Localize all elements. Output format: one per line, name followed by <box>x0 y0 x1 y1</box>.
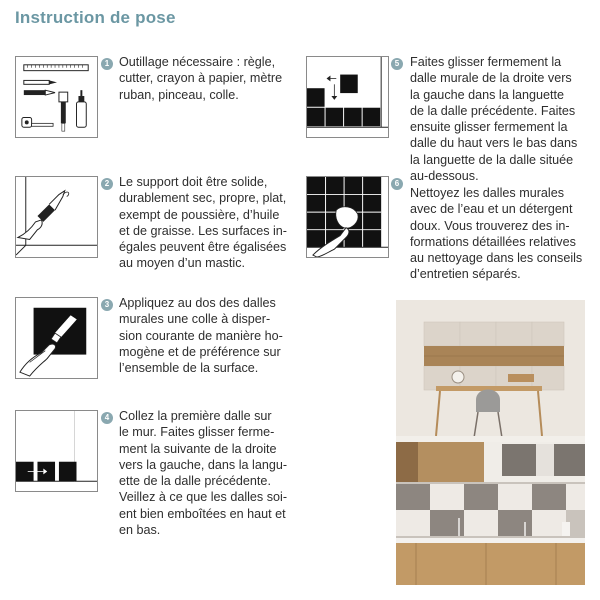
text-line: dalle du haut vers le bas dans <box>410 136 578 151</box>
text-line: Appliquez au dos des dalles <box>119 296 276 310</box>
text-line: Faites glisser fermement la <box>410 55 562 69</box>
text-line: Le support doit être solide, <box>119 175 268 189</box>
text-line: d’entretien séparés. <box>410 267 521 282</box>
step-4-badge: 4 <box>101 412 113 424</box>
text-line: ensuite glisser fermement la <box>410 120 568 135</box>
glue-application-illustration <box>15 297 98 379</box>
text-line: l’ensemble de la surface. <box>119 361 259 376</box>
interior-photo <box>396 300 585 585</box>
text-line: ruban, pinceau, colle. <box>119 87 239 102</box>
step-2-badge: 2 <box>101 178 113 190</box>
cleaning-cloth-icon <box>307 177 388 257</box>
text-line: durablement sec, propre, plat, <box>119 191 287 206</box>
text-line: égales peuvent être égalisées <box>119 240 287 255</box>
surface-prep-illustration <box>15 176 98 258</box>
text-line: ette de la dalle précédente. <box>119 474 271 489</box>
interior-scene <box>396 300 585 585</box>
text-line: au nettoyage dans les conseils <box>410 251 583 266</box>
text-line: la languette de la dalle située <box>410 152 574 167</box>
cleaning-illustration <box>306 176 389 258</box>
text-line: Outillage nécessaire : règle, <box>119 55 276 69</box>
text-line: et de graisse. Les surfaces in- <box>119 223 287 238</box>
text-line: doux. Vous trouverez des in- <box>410 218 570 233</box>
text-line: Veillez à ce que les dalles soi- <box>119 490 288 505</box>
sliding-tile-icon <box>307 57 388 137</box>
text-line: avec de l’eau et un détergent <box>410 202 573 217</box>
text-line: au moyen d’un mastic. <box>119 256 245 271</box>
text-line: formations détaillées relatives <box>410 234 576 249</box>
step-3-text <box>119 295 283 376</box>
step-3-badge: 3 <box>101 299 113 311</box>
first-row-tiles-icon <box>16 411 97 491</box>
step-5-text <box>410 54 577 184</box>
text-line: en bas. <box>119 523 161 538</box>
text-line: Nettoyez les dalles murales <box>410 186 564 200</box>
text-line: sion courante de manière ho- <box>119 328 283 343</box>
text-line: ment la suivante de la droite <box>119 441 277 456</box>
page-title: Instruction de pose <box>15 8 176 27</box>
text-line: la gauche dans la languette <box>410 87 565 102</box>
tools-illustration <box>15 56 98 138</box>
scraper-hand-icon <box>16 177 97 257</box>
step-1-text <box>119 54 282 103</box>
first-row-illustration <box>15 410 98 492</box>
text-line: cutter, crayon à papier, mètre <box>119 71 283 86</box>
step-4-text <box>119 408 287 538</box>
text-line: exempt de poussière, d’huile <box>119 207 280 222</box>
sliding-tile-illustration <box>306 56 389 138</box>
glue-brush-icon <box>16 298 97 378</box>
text-line: Collez la première dalle sur <box>119 409 272 423</box>
text-line: murales une colle à disper- <box>119 312 271 327</box>
text-line: de la dalle précédente. Faites <box>410 103 576 118</box>
tools-icon <box>16 57 97 137</box>
step-5-badge: 5 <box>391 58 403 70</box>
text-line: le mur. Faites glisser ferme- <box>119 425 275 440</box>
step-2-text <box>119 174 287 272</box>
text-line: au-dessous. <box>410 169 479 184</box>
text-line: ent bien emboîtées en haut et <box>119 506 286 521</box>
step-6-badge: 6 <box>391 178 403 190</box>
text-line: mogène et de préférence sur <box>119 344 281 359</box>
text-line: vers la gauche, dans la langu- <box>119 457 288 472</box>
text-line: dalle murale de la droite vers <box>410 71 572 86</box>
step-1-badge: 1 <box>101 58 113 70</box>
step-6-text <box>410 185 582 283</box>
